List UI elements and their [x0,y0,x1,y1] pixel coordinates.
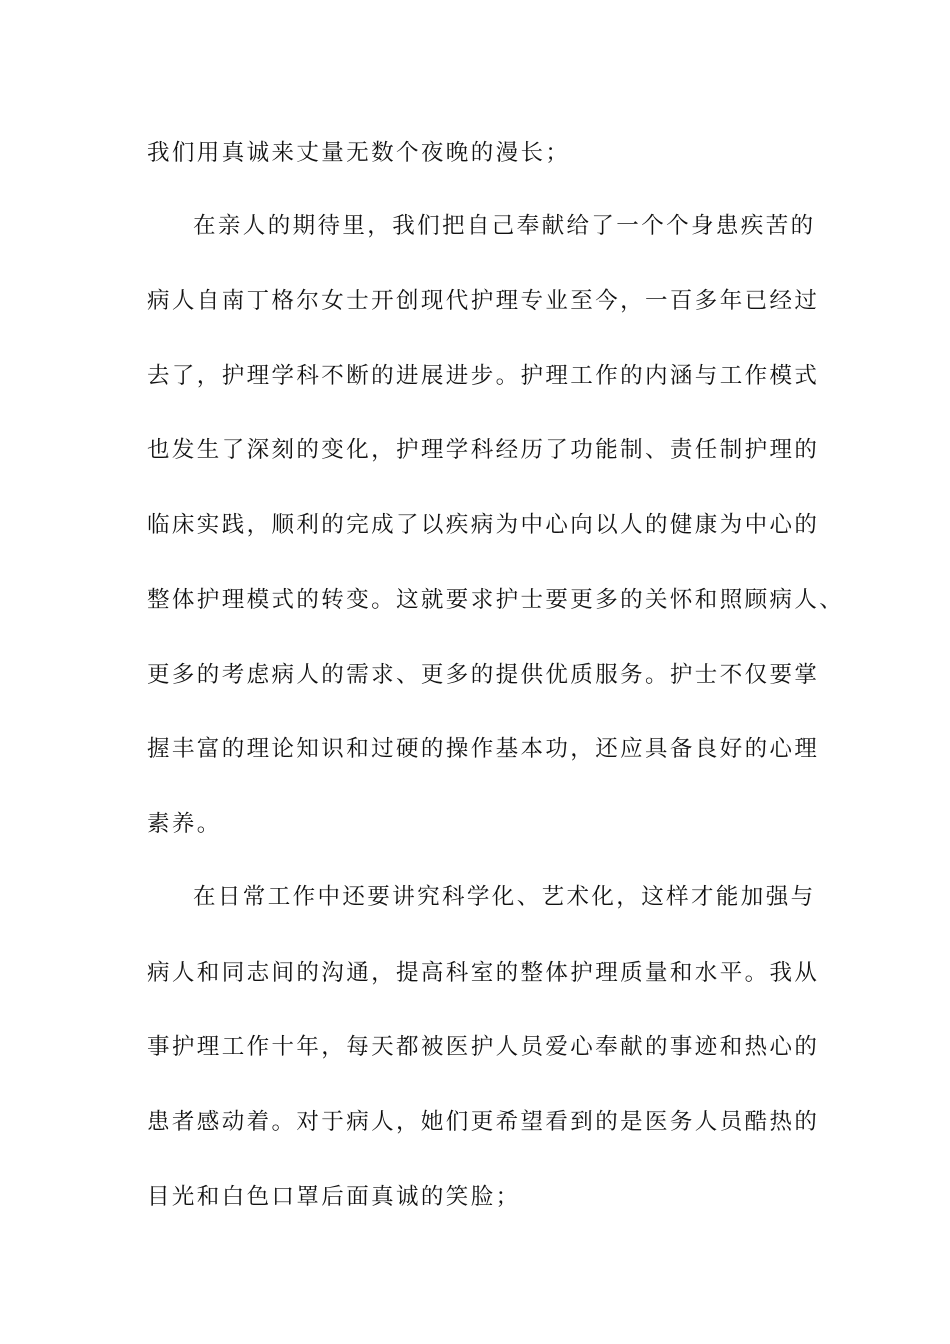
text-line: 事护理工作十年，每天都被医护人员爱心奉献的事迹和热心的 [147,1034,820,1060]
text-line: 更多的考虑病人的需求、更多的提供优质服务。护士不仅要掌 [147,662,820,688]
text-line: 素养。 [147,811,222,837]
text-line: 去了，护理学科不断的进展进步。护理工作的内涵与工作模式 [147,363,820,389]
text-line: 也发生了深刻的变化，护理学科经历了功能制、责任制护理的 [147,437,820,463]
text-line: 病人自南丁格尔女士开创现代护理专业至今，一百多年已经过 [147,288,820,314]
text-line: 患者感动着。对于病人，她们更希望看到的是医务人员酷热的 [147,1109,820,1135]
text-line: 握丰富的理论知识和过硬的操作基本功，还应具备良好的心理 [147,736,820,762]
text-line: 整体护理模式的转变。这就要求护士要更多的关怀和照顾病人、 [147,587,845,613]
text-line: 我们用真诚来丈量无数个夜晚的漫长； [147,140,571,166]
text-line: 目光和白色口罩后面真诚的笑脸； [147,1184,521,1210]
paragraph-start-line: 在亲人的期待里，我们把自己奉献给了一个个身患疾苦的 [193,213,816,239]
text-line: 临床实践，顺利的完成了以疾病为中心向以人的健康为中心的 [147,512,820,538]
paragraph-start-line: 在日常工作中还要讲究科学化、艺术化，这样才能加强与 [193,884,816,910]
text-line: 病人和同志间的沟通，提高科室的整体护理质量和水平。我从 [147,960,820,986]
